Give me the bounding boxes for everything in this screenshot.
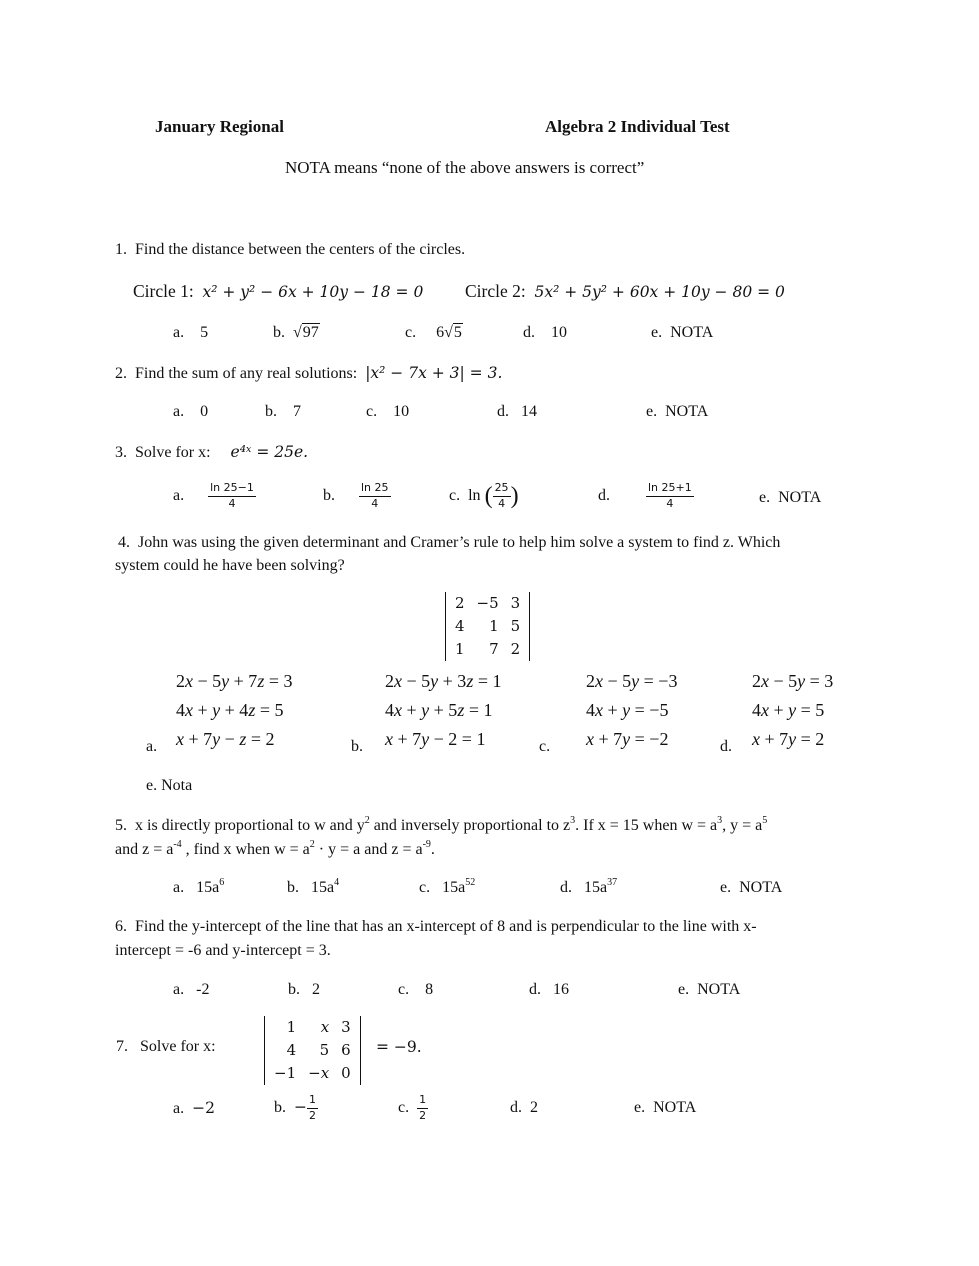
q7-rhs: = −9. [376, 1038, 422, 1056]
choice-label: c. [398, 1099, 410, 1117]
choice-value: 14 [521, 403, 537, 420]
determinant-matrix [449, 592, 526, 661]
q5-choice-e [720, 879, 782, 897]
matrix-row [449, 638, 526, 661]
q3-choice-c [449, 481, 519, 512]
choice-value: NOTA [739, 879, 783, 896]
fraction-denominator: 2 [419, 1108, 427, 1122]
exponent: -4 [173, 839, 182, 850]
choice-label: c. [449, 487, 461, 505]
q1-circle1-label: Circle 1: [133, 281, 194, 301]
q6-number: 6. [115, 918, 127, 935]
header-subtitle: NOTA means “none of the above answers is correct” [285, 158, 645, 177]
q3-number: 3. [115, 444, 127, 461]
q4-label-d: d. [720, 738, 732, 755]
choice-label: a. [173, 324, 185, 341]
q6-choice-b [288, 981, 320, 999]
choice-value: 15a [196, 879, 220, 896]
q3-equation: e⁴ˣ = 25e. [230, 443, 309, 461]
choice-label: e. [678, 981, 690, 998]
q4-system-c [586, 667, 677, 754]
matrix-cell: −1 [274, 1064, 297, 1082]
fraction-denominator: 2 [309, 1108, 316, 1122]
matrix-cell: 5 [319, 1041, 330, 1059]
q5-text: and z = a [115, 841, 174, 858]
matrix-cell: x [320, 1018, 330, 1036]
q6-line1 [115, 918, 757, 936]
q7-choice-a [173, 1099, 215, 1118]
system-line: x + 7y − 2 = 1 [385, 729, 486, 749]
system-line: 2x − 5y = 3 [752, 671, 834, 691]
matrix-cell: 3 [510, 594, 521, 612]
exponent: 3 [717, 815, 723, 826]
matrix-cell: −x [308, 1064, 330, 1082]
q2-choice-a [173, 403, 208, 421]
matrix-cell: 1 [286, 1018, 297, 1036]
q7-choice-d [510, 1099, 538, 1117]
choice-value: NOTA [697, 981, 741, 998]
q2-number: 2. [115, 365, 127, 382]
q5-choice-b [287, 879, 339, 897]
choice-label: c. [398, 981, 410, 998]
q7-number: 7. [116, 1038, 128, 1055]
q2-choice-e [646, 403, 708, 421]
choice-value: NOTA [778, 489, 822, 506]
q1-choice-c [405, 324, 463, 342]
fraction [417, 1093, 428, 1124]
system-line: 2x − 5y = −3 [586, 671, 678, 691]
q5-text: · y = a and z = a [314, 841, 423, 858]
choice-label: b. [273, 324, 285, 341]
choice-value: 15a [584, 879, 608, 896]
matrix-cell: 3 [341, 1018, 351, 1036]
choice-label: e. [634, 1099, 646, 1116]
choice-value: 0 [200, 403, 209, 420]
fraction-denominator: 4 [371, 496, 379, 510]
fraction [493, 481, 511, 512]
matrix-row [268, 1062, 357, 1085]
q2-text: Find the sum of any real solutions: [135, 365, 358, 382]
system-line: 4x + y + 5z = 1 [385, 700, 493, 720]
matrix-row [268, 1039, 357, 1062]
q5-choice-c [419, 879, 475, 897]
q7-prompt [116, 1038, 216, 1056]
choice-value: 15a [442, 879, 466, 896]
q5-text: and inversely proportional to z [369, 817, 571, 834]
choice-label: d. [560, 879, 572, 896]
exponent: 5 [762, 815, 768, 826]
choice-value: 2 [530, 1099, 538, 1116]
q7-choice-c [398, 1093, 428, 1124]
choice-value: 10 [551, 324, 567, 341]
choice-value: 2 [312, 981, 320, 998]
q5-line2 [115, 841, 435, 859]
matrix-cell: −5 [476, 594, 499, 612]
q4-label-b: b. [351, 738, 363, 755]
fraction-numerator: ln 25−1 [208, 481, 256, 497]
matrix-row [449, 615, 526, 638]
choice-label: e. [720, 879, 732, 896]
system-line: 2x − 5y + 7z = 3 [176, 671, 293, 691]
q5-number: 5. [115, 817, 127, 834]
system-line: 4x + y = 5 [752, 700, 825, 720]
q3-text: Solve for x: [135, 444, 211, 461]
q4-system-a [176, 667, 292, 754]
exponent: 4 [334, 877, 340, 888]
q2-prompt [115, 364, 502, 383]
q5-choice-a [173, 879, 224, 897]
q1-choice-e [651, 324, 713, 342]
system-line: 4x + y + 4z = 5 [176, 700, 284, 720]
choice-value: 5 [200, 324, 209, 341]
q4-number: 4. [118, 534, 130, 551]
choice-label: a. [173, 403, 185, 420]
choice-label: b. [274, 1099, 286, 1117]
exponent: -9 [422, 839, 431, 850]
q5-text: x is directly proportional to w and y [135, 817, 365, 834]
choice-value: 16 [553, 981, 569, 998]
matrix-cell: 4 [455, 617, 465, 635]
exponent: 2 [309, 839, 315, 850]
system-line: 4x + y = −5 [586, 700, 669, 720]
q5-text: . [430, 841, 435, 858]
choice-value: NOTA [670, 324, 714, 341]
q4-determinant [445, 592, 530, 661]
sqrt-symbol: √5 [444, 324, 462, 341]
q2-equation: |x² − 7x + 3| = 3. [365, 364, 503, 382]
fraction-numerator: ln 25+1 [646, 481, 694, 497]
fraction-numerator: 25 [493, 481, 511, 497]
fraction [208, 481, 256, 512]
determinant-matrix [268, 1016, 357, 1085]
choice-label: c. [419, 879, 431, 896]
header-left-title: January Regional [155, 117, 284, 136]
system-line: x + 7y = 2 [752, 729, 825, 749]
exponent: 52 [465, 877, 476, 888]
q1-prompt [115, 241, 465, 259]
choice-label: b. [288, 981, 300, 998]
choice-label: e. [651, 324, 663, 341]
choice-label: a. [173, 487, 185, 505]
choice-label: b. [265, 403, 277, 420]
q1-circle2-equation: 5x² + 5y² + 60x + 10y − 80 = 0 [534, 283, 785, 301]
matrix-cell: 6 [341, 1041, 351, 1059]
q2-choice-d [497, 403, 537, 421]
right-paren: ) [510, 482, 519, 509]
matrix-cell: 2 [510, 640, 521, 658]
fraction [359, 481, 391, 512]
q1-choice-d [523, 324, 567, 342]
q7-determinant [264, 1016, 361, 1085]
q1-circle1-equation: x² + y² − 6x + 10y − 18 = 0 [202, 283, 424, 301]
ln-prefix: ln [468, 487, 481, 505]
q2-choice-b [265, 403, 301, 421]
choice-label: c. [366, 403, 378, 420]
choice-label: d. [497, 403, 509, 420]
q5-text: . If x = 15 when w = a [575, 817, 718, 834]
q5-text: , y = a [722, 817, 763, 834]
q4-text: John was using the given determinant and Cramer’s rule to help him solve a system to find z. Which [138, 534, 781, 551]
matrix-cell: 1 [455, 640, 465, 658]
q1-choice-a [173, 324, 208, 342]
q1-text: Find the distance between the centers of the circles. [135, 241, 466, 258]
q4-choice-e: e. Nota [146, 777, 193, 794]
choice-label: e. [759, 489, 771, 506]
q6-choice-e [678, 981, 740, 999]
choice-label: e. [646, 403, 658, 420]
q6-choice-c [398, 981, 433, 999]
choice-value: 97 [302, 324, 319, 341]
q1-circle1 [133, 281, 423, 302]
choice-value: NOTA [665, 403, 709, 420]
matrix-cell: 2 [455, 594, 465, 612]
exponent: 37 [607, 877, 618, 888]
q5-line1 [115, 817, 767, 835]
choice-value: −2 [192, 1099, 215, 1117]
exponent: 3 [570, 815, 576, 826]
q5-text: , find x when w = a [181, 841, 310, 858]
q3-choice-d [598, 481, 694, 512]
q3-choice-a [173, 481, 256, 512]
sqrt-symbol: √97 [293, 324, 319, 341]
q3-choice-b [323, 481, 391, 512]
choice-label: b. [323, 487, 335, 505]
q2-choice-c [366, 403, 409, 421]
fraction [646, 481, 694, 512]
q4-system-d [752, 667, 833, 754]
q6-line2: intercept = -6 and y-intercept = 3. [115, 942, 331, 959]
system-line: x + 7y = −2 [586, 729, 669, 749]
fraction-denominator: 4 [228, 496, 236, 510]
q4-label-a: a. [146, 738, 158, 755]
header-right-title: Algebra 2 Individual Test [545, 117, 730, 136]
choice-value: -2 [196, 981, 210, 998]
choice-value: 10 [393, 403, 410, 420]
q1-choice-b [273, 324, 320, 342]
q7-choice-b [274, 1093, 318, 1124]
fraction-numerator: 1 [417, 1093, 428, 1109]
q4-prompt-line2: system could he have been solving? [115, 557, 345, 574]
q4-prompt-line1 [118, 534, 780, 552]
fraction-numerator: 1 [307, 1093, 318, 1109]
choice-label: d. [523, 324, 535, 341]
matrix-row [268, 1016, 357, 1039]
q1-number: 1. [115, 241, 127, 258]
q1-circle2 [465, 281, 785, 302]
matrix-cell: 4 [286, 1041, 297, 1059]
choice-label: a. [173, 981, 185, 998]
matrix-row [449, 592, 526, 615]
fraction [307, 1093, 318, 1124]
q1-circle2-label: Circle 2: [465, 281, 526, 301]
determinant-bars [264, 1016, 361, 1085]
fraction-numerator: ln 25 [359, 481, 391, 497]
determinant-bars [445, 592, 530, 661]
choice-label: d. [510, 1099, 522, 1116]
system-line: x + 7y − z = 2 [176, 729, 275, 749]
q3-choice-e [759, 489, 821, 507]
choice-label: c. [405, 324, 417, 341]
choice-value: 7 [293, 403, 301, 420]
left-paren: ( [484, 482, 493, 509]
choice-value-radicand: 5 [453, 324, 462, 341]
q6-choice-a [173, 981, 209, 999]
q4-system-b [385, 667, 501, 754]
exponent: 2 [364, 815, 370, 826]
q4-label-c: c. [539, 738, 551, 755]
choice-value: 6 [436, 324, 445, 341]
q3-prompt [115, 443, 308, 462]
choice-label: b. [287, 879, 299, 896]
choice-value: 15a [311, 879, 335, 896]
q5-choice-d [560, 879, 617, 897]
choice-value: NOTA [653, 1099, 697, 1116]
choice-label: a. [173, 1100, 185, 1117]
matrix-cell: 5 [510, 617, 521, 635]
q7-choice-e [634, 1099, 696, 1117]
q6-text: Find the y-intercept of the line that has an x-intercept of 8 and is perpendicular to the line with x- [135, 918, 757, 935]
fraction-denominator: 4 [498, 496, 506, 510]
choice-label: a. [173, 879, 185, 896]
system-line: 2x − 5y + 3z = 1 [385, 671, 502, 691]
choice-label: d. [529, 981, 541, 998]
choice-value: 8 [425, 981, 434, 998]
minus-sign: − [294, 1098, 307, 1117]
q6-choice-d [529, 981, 569, 999]
matrix-cell: 7 [489, 640, 499, 658]
exponent: 6 [219, 877, 225, 888]
choice-label: d. [598, 487, 610, 505]
fraction-denominator: 4 [666, 496, 674, 510]
matrix-cell: 0 [341, 1064, 351, 1082]
q7-text: Solve for x: [140, 1038, 216, 1055]
matrix-cell: 1 [489, 617, 499, 635]
